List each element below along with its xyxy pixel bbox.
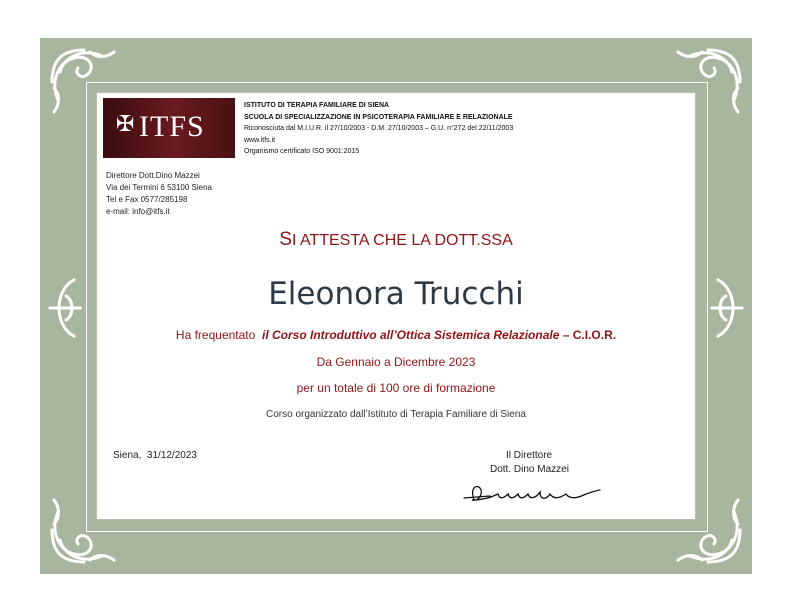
recognition-text: Riconosciuta dal M.I.U.R. il 27/10/2003 - D.M. 27/10/2003 – G.U. n°272 del 22/11/2003 bbox=[244, 125, 514, 132]
attestation-initial: S bbox=[279, 229, 292, 250]
address-director: Direttore Dott.Dino Mazzei bbox=[106, 171, 200, 180]
course-hours: per un totale di 100 ore di formazione bbox=[296, 381, 496, 395]
logo-text: ITFS bbox=[139, 110, 205, 143]
website-text: www.itfs.it bbox=[244, 137, 276, 144]
star-cross-icon: ✠ bbox=[116, 112, 135, 137]
attestation-heading bbox=[96, 229, 696, 251]
iso-certification: Organismo certificato ISO 9001:2015 bbox=[244, 148, 360, 155]
course-title: il Corso Introduttivo all’Ottica Sistemica Relazionale bbox=[261, 328, 560, 342]
director-name: Dott. Dino Mazzei bbox=[490, 464, 569, 475]
signature-image bbox=[460, 478, 605, 508]
director-title: Il Direttore bbox=[506, 450, 553, 461]
attestation-text: I ATTESTA CHE LA DOTT.SSA bbox=[291, 232, 513, 249]
school-name: SCUOLA DI SPECIALIZZAZIONE IN PSICOTERAPIA FAMILIARE E RELAZIONALE bbox=[244, 114, 513, 121]
course-line bbox=[96, 328, 696, 342]
side-ornament-left bbox=[44, 276, 88, 340]
itfs-logo bbox=[103, 98, 235, 158]
place-date: Siena, 31/12/2023 bbox=[113, 450, 197, 461]
recipient-name: Eleonora Trucchi bbox=[268, 276, 524, 312]
course-prefix: Ha frequentato bbox=[175, 328, 262, 342]
course-period: Da Gennaio a Dicembre 2023 bbox=[316, 355, 476, 369]
address-street: Via dei Termini 6 53100 Siena bbox=[106, 183, 212, 192]
address-email: e-mail: info@itfs.it bbox=[106, 207, 170, 216]
organizer-text: Corso organizzato dall’Istituto di Terapia Familiare di Siena bbox=[266, 409, 526, 420]
address-phone: Tel e Fax 0577/285198 bbox=[106, 195, 188, 204]
course-code: – C.I.O.R. bbox=[559, 328, 617, 342]
institute-name: ISTITUTO DI TERAPIA FAMILIARE DI SIENA bbox=[244, 102, 390, 109]
side-ornament-right bbox=[704, 276, 748, 340]
